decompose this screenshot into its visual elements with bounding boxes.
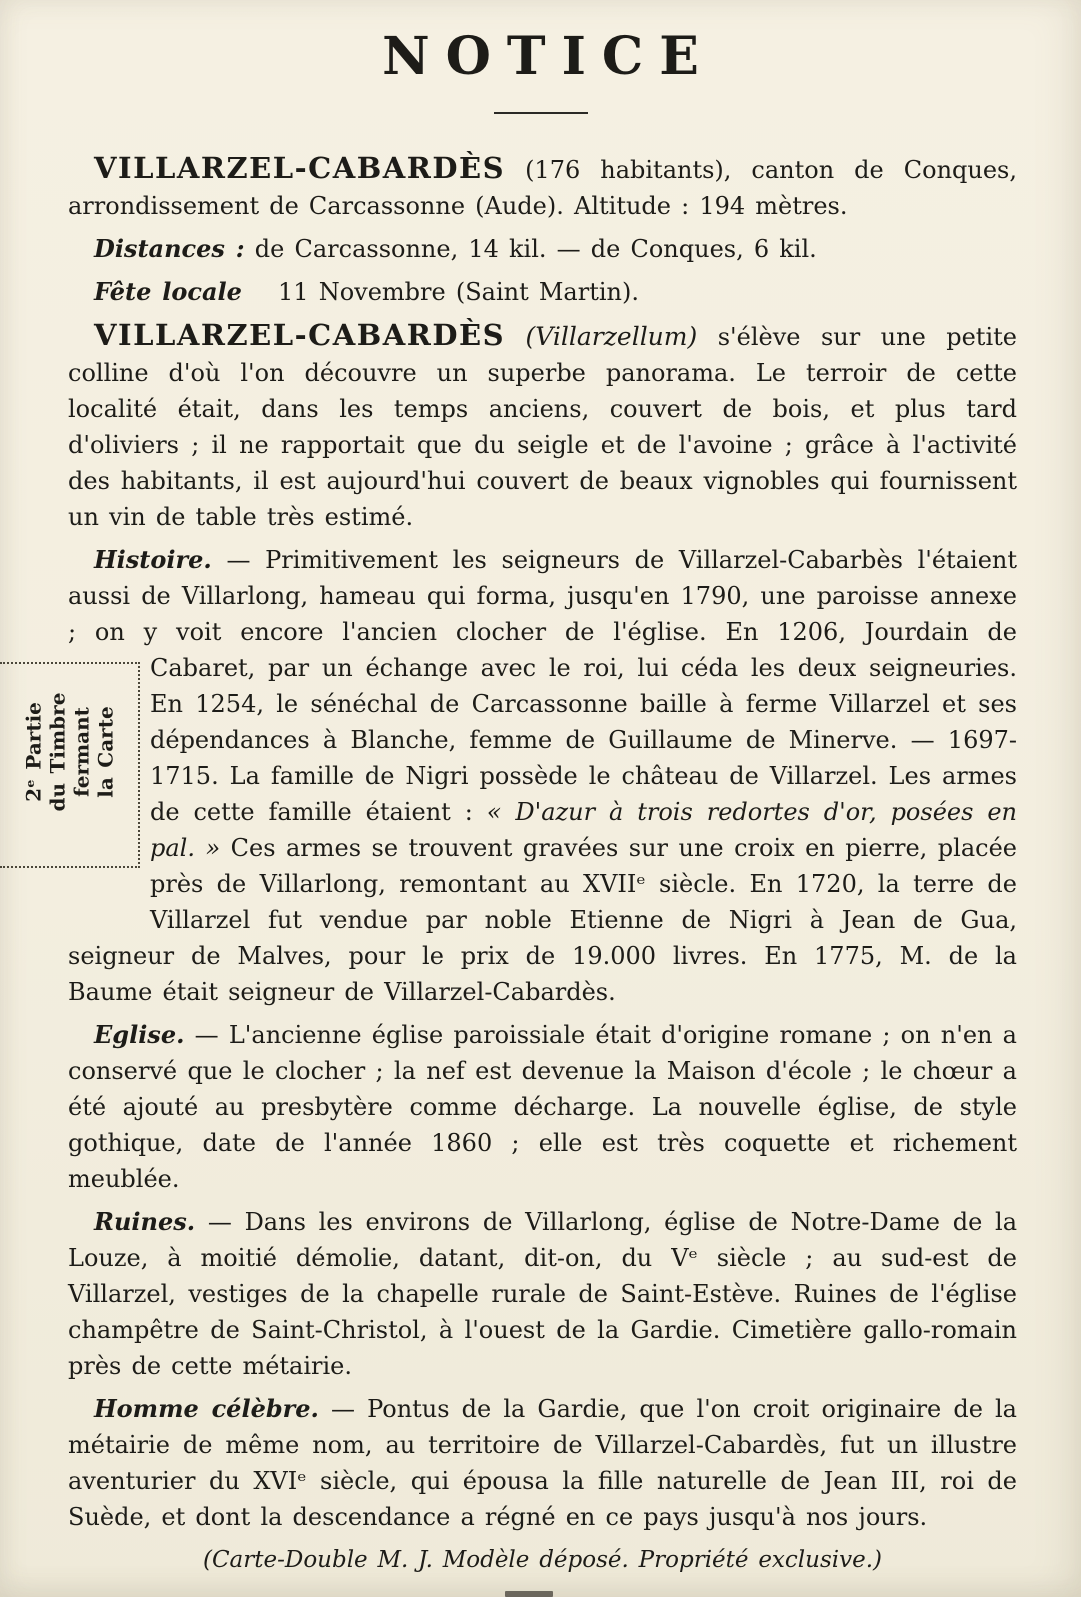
ruines-text: — Dans les environs de Villarlong, église de Notre-Dame de la Louze, à moitié démolie, datant, dit-on, du Vᵉ siècle ; au sud-est de Villarzel, vestiges de la chapelle rurale de Saint-Estève. Ruines de l'église champêtre de Saint-Christol, à l'ouest de la Gardie. Cimetière gallo-romain près de cette métairie. xyxy=(68,1208,1017,1380)
margin-note-line: du Timbre xyxy=(45,692,70,812)
bottom-fold-mark xyxy=(505,1591,553,1597)
histoire-after-quote-text: Ces armes se trouvent gravées sur une croix en pierre, placée près de Villarlong, remontant au XVIIᵉ siècle. En 1720, la terre de Villarzel fut vendue par noble Etienne de Nigri à Jean de Gua, seigneur de Malves, pour le prix de 19.000 livres. En 1775, M. de la Baume était seigneur de Villarzel-Cabardès. xyxy=(68,834,1017,1006)
histoire-wrapped-text: par un échange avec le roi, lui céda les deux seigneuries. En 1254, le sénéchal de Carcassonne baille à ferme Villarzel et ses dépendances à Blanche, femme de Guillaume de Minerve. — 1697-1715. La famille de Nigri possède le château de Villarzel. Les armes de cette famille étaient : xyxy=(150,654,1017,826)
commune-name: VILLARZEL-CABARDÈS xyxy=(94,151,506,185)
eglise-label: Eglise. xyxy=(94,1020,185,1049)
page-title: NOTICE xyxy=(382,26,715,87)
paragraph-homme-celebre xyxy=(68,1391,1017,1535)
margin-note-box xyxy=(0,662,140,868)
fete-label: Fête locale xyxy=(94,277,242,306)
commune-name-repeat: VILLARZEL-CABARDÈS xyxy=(94,318,506,352)
margin-note-line: fermant xyxy=(69,707,94,797)
paragraph-description xyxy=(68,317,1017,535)
description-text: s'élève sur une petite colline d'où l'on découvre un superbe panorama. Le terroir de cette localité était, dans les temps anciens, couvert de bois, et plus tard d'oliviers ; il ne rapportait que du seigle et de l'avoine ; grâce à l'activité des habitants, il est aujourd'hui couvert de beaux vignobles qui fournissent un vin de table très estimé. xyxy=(68,323,1017,531)
paragraph-eglise xyxy=(68,1017,1017,1197)
eglise-text: — L'ancienne église paroissiale était d'origine romane ; on n'en a conservé que le clocher ; la nef est devenue la Maison d'école ; le chœur a été ajouté au presbytère comme décharge. La nouvelle église, de style gothique, date de l'année 1860 ; elle est très coquette et richement meublée. xyxy=(68,1021,1017,1193)
homme-celebre-text: — Pontus de la Gardie, que l'on croit originaire de la métairie de même nom, au territoire de Villarzel-Cabardès, fut un illustre aventurier du XVIᵉ siècle, qui épousa la fille naturelle de Jean III, roi de Suède, et dont la descendance a régné en ce pays jusqu'à nos jours. xyxy=(68,1395,1017,1531)
margin-note-line: 2ᵉ Partie xyxy=(21,702,46,802)
copyright-line: (Carte-Double M. J. Modèle déposé. Propriété exclusive.) xyxy=(202,1547,883,1573)
histoire-intro-text: — Primitivement les seigneurs de Villarzel-Cabarbès l'étaient aussi de Villarlong, hameau qui forma, jusqu'en 1790, une paroisse annexe ; on y voit encore l'ancien clocher de l'église. En 1206, Jourdain de Cabaret, xyxy=(68,546,1017,682)
ruines-label: Ruines. xyxy=(94,1207,196,1236)
notice-body xyxy=(0,114,1081,1578)
distances-label: Distances : xyxy=(94,234,245,263)
paragraph-histoire xyxy=(21,542,1018,1010)
paragraph-distances xyxy=(68,231,1017,267)
distances-text: de Carcassonne, 14 kil. — de Conques, 6 kil. xyxy=(254,235,817,263)
paragraph-intro xyxy=(68,150,1017,224)
margin-note-rotated-text xyxy=(21,693,117,838)
fete-text: 11 Novembre (Saint Martin). xyxy=(278,278,639,306)
margin-note-float xyxy=(0,650,150,938)
latin-name: (Villarzellum) xyxy=(525,322,698,351)
paragraph-fete xyxy=(68,274,1017,310)
homme-celebre-label: Homme célèbre. xyxy=(94,1394,319,1423)
margin-note-line: la Carte xyxy=(93,706,118,798)
heraldic-quote: « D'azur à trois redortes d'or, posées en pal. » xyxy=(150,798,1018,862)
paragraph-ruines xyxy=(68,1204,1017,1384)
intro-text: (176 habitants), canton de Conques, arrondissement de Carcassonne (Aude). Altitude : 194 mètres. xyxy=(68,156,1017,220)
histoire-label: Histoire. xyxy=(94,545,212,574)
